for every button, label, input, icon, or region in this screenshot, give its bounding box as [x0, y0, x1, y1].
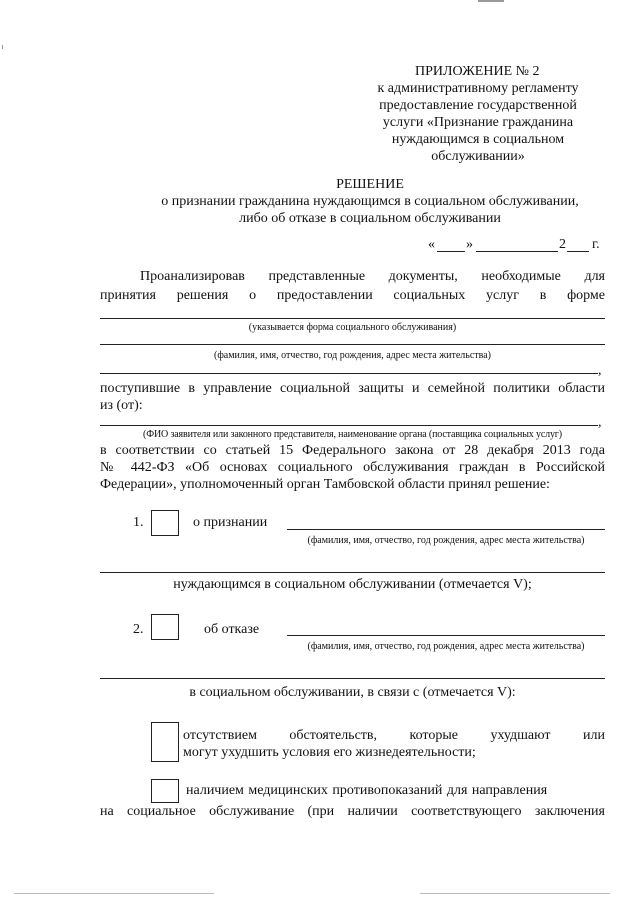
date-day-field[interactable]: [437, 251, 465, 252]
reason-1-line-2: могут ухудшить условия его жизнедеятельности;: [183, 745, 476, 760]
applicant-field-caption: (ФИО заявителя или законного представителя, наименование органа (поставщика социальных услуг): [143, 429, 562, 440]
date-close-quote: »: [466, 237, 473, 252]
person-field-line[interactable]: [100, 344, 605, 345]
option-1-number: 1.: [133, 515, 144, 530]
option-1-name-field[interactable]: [287, 529, 605, 530]
option-1-name-field-2[interactable]: [100, 572, 605, 573]
date-year-prefix: 2: [559, 237, 566, 252]
appendix-line-5: обслуживании»: [431, 149, 525, 164]
option-2-number: 2.: [133, 622, 144, 637]
scan-mark-bottom-right: [420, 893, 610, 894]
decision-subtitle-2: либо об отказе в социальном обслуживании: [239, 211, 501, 226]
law-line-1: в соответствии со статьей 15 Федерального закона от 28 декабря 2013 года: [100, 443, 605, 458]
comma-1: ,: [598, 363, 602, 378]
option-1-checkbox[interactable]: [151, 510, 179, 536]
appendix-line-3: услуги «Признание гражданина: [382, 115, 574, 130]
appendix-line-4: нуждающимся в социальном: [391, 132, 565, 147]
option-2-name-field-2[interactable]: [100, 678, 605, 679]
reason-1-line-1: отсутствием обстоятельств, которые ухудшают или: [183, 728, 605, 743]
intro-line-2: принятия решения о предоставлении социальных услуг в форме: [100, 288, 605, 303]
law-line-2: № 442-ФЗ «Об основах социального обслуживания граждан в Российской: [100, 460, 605, 475]
option-2-label: об отказе: [204, 622, 260, 637]
intro-line-1: Проанализировав представленные документы, необходимые для: [140, 269, 605, 284]
option-2-name-field[interactable]: [287, 635, 605, 636]
reason-1-checkbox[interactable]: [151, 722, 179, 762]
person-field-line-2[interactable]: [100, 373, 598, 374]
received-line-2: из (от):: [100, 398, 143, 413]
appendix-title: ПРИЛОЖЕНИЕ № 2: [415, 64, 540, 79]
option-1-label: о признании: [193, 515, 268, 530]
reason-2-line-2: на социальное обслуживание (при наличии соответствующего заключения: [100, 804, 605, 819]
reason-2-checkbox[interactable]: [151, 779, 179, 803]
law-line-3: Федерации», уполномоченный орган Тамбовской области принял решение:: [100, 477, 550, 492]
decision-title: РЕШЕНИЕ: [336, 177, 404, 192]
decision-subtitle-1: о признании гражданина нуждающимся в социальном обслуживании,: [161, 194, 579, 209]
option-2-caption: (фамилия, имя, отчество, год рождения, адрес места жительства): [307, 641, 585, 652]
appendix-line-1: к административному регламенту: [377, 81, 579, 96]
person-field-caption: (фамилия, имя, отчество, год рождения, адрес места жительства): [213, 350, 492, 361]
option-1-conclusion: нуждающимся в социальном обслуживании (отмечается V);: [173, 577, 532, 592]
reason-2-line-1: наличием медицинских противопоказаний для направления: [186, 783, 548, 798]
scan-mark-bottom-left: [14, 893, 214, 894]
date-month-field[interactable]: [476, 251, 558, 252]
appendix-line-2: предоставление государственной: [379, 98, 577, 113]
option-2-checkbox[interactable]: [151, 614, 179, 640]
option-2-conclusion: в социальном обслуживании, в связи с (отмечается V):: [189, 685, 516, 700]
option-1-caption: (фамилия, имя, отчество, год рождения, адрес места жительства): [307, 535, 585, 546]
date-open-quote: «: [428, 237, 435, 252]
form-field-line[interactable]: [100, 318, 605, 319]
form-field-caption: (указывается форма социального обслуживания): [248, 322, 457, 333]
date-year-field[interactable]: [567, 251, 589, 252]
applicant-field-line[interactable]: [100, 425, 598, 426]
date-year-suffix: г.: [592, 237, 600, 252]
comma-2: ,: [598, 415, 602, 430]
received-line-1: поступившие в управление социальной защиты и семейной политики области: [100, 381, 605, 396]
scan-mark-top: [478, 0, 504, 2]
scan-mark-left: [2, 45, 3, 49]
